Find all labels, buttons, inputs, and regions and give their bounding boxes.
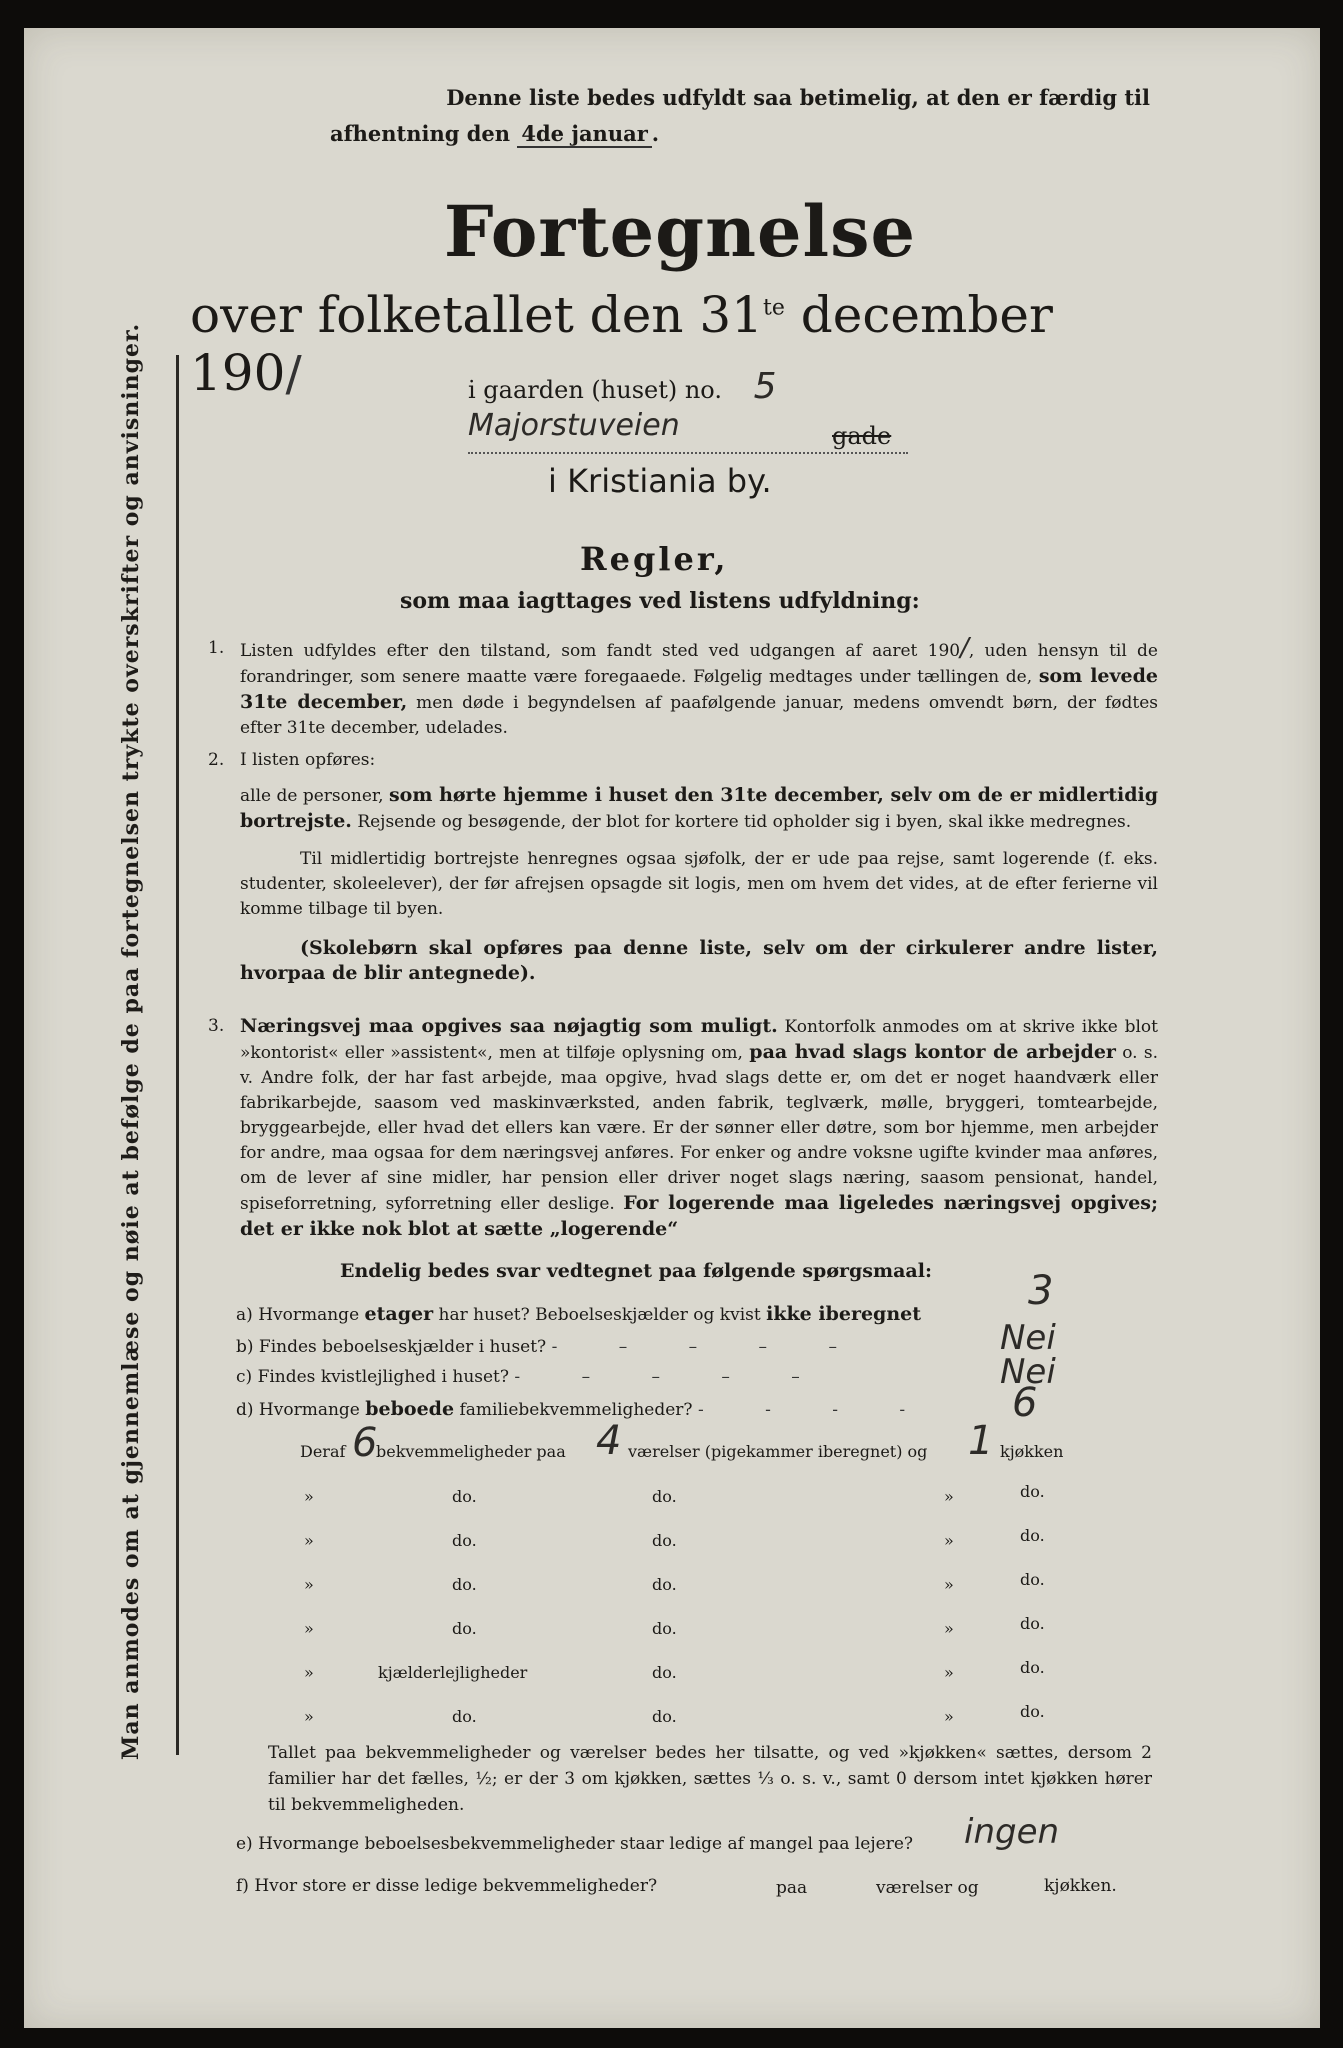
question-c-text: Findes kvistlejlighed i huset? (257, 1367, 510, 1387)
question-f-kjokken: kjøkken. (1044, 1876, 1117, 1896)
ditto-mark: » (304, 1619, 314, 1638)
address-label-row (468, 366, 777, 407)
notice-line-2 (330, 116, 1150, 152)
rule-2 (208, 748, 1158, 986)
rule-3-bold-3: For logerende maa ligeledes næringsvej opgives; det er ikke nok blot at sætte „logerende“ (240, 1192, 1158, 1240)
question-a-bold-1: etager (364, 1303, 434, 1325)
question-d (236, 1398, 933, 1420)
question-f-text: Hvor store er disse ledige bekvemmeligheder? (254, 1876, 658, 1896)
do-col-3: do. (1020, 1702, 1045, 1721)
question-e-label: e) (236, 1834, 253, 1854)
question-b-label: b) (236, 1337, 254, 1357)
ditto-mark: » (944, 1619, 954, 1638)
question-b (236, 1337, 865, 1357)
gade-label: gade (832, 422, 892, 450)
answer-c[interactable]: Nei (1000, 1352, 1056, 1392)
rule-2-number: 2. (208, 750, 225, 770)
do-col-3: do. (1020, 1482, 1045, 1501)
do-col-2: do. (652, 1707, 677, 1726)
subtitle-sup: te (763, 295, 785, 321)
rule-3 (208, 1014, 1158, 1243)
question-f-paa: paa (776, 1878, 808, 1898)
sidebar-instruction: Man anmodes om at gjennemlæse og nøie at befølge de paa fortegnelsen trykte overskrifter og anvisninger. (118, 322, 144, 1760)
do-col-2: do. (652, 1619, 677, 1638)
do-col-2: do. (652, 1575, 677, 1594)
question-a-pre: Hvormange (258, 1305, 360, 1325)
ditto-mark: » (304, 1531, 314, 1550)
subtitle-month-year: december 190 (190, 286, 1053, 402)
rule-2-heading: I listen opføres: (240, 750, 376, 770)
notice-suffix: . (651, 121, 660, 146)
do-col-2: do. (652, 1487, 677, 1506)
street-field[interactable]: Majorstuveien (468, 408, 908, 454)
kjokken-count[interactable]: 1 (968, 1418, 994, 1464)
answer-e[interactable]: ingen (964, 1812, 1060, 1852)
do-col-1: do. (452, 1619, 477, 1638)
rule-1-bold: som levede 31te december, (240, 665, 1158, 713)
rule-1 (208, 633, 1158, 741)
deraf-count[interactable]: 6 (352, 1420, 378, 1466)
question-c-leader: - – – – – (514, 1367, 828, 1387)
questions-heading: Endelig bedes svar vedtegnet paa følgende spørgsmaal: (340, 1260, 932, 1282)
rule-2-text-d: (Skolebørn skal opføres paa denne liste, selv om der cirkulerer andre lister, hvorpaa de blir antegnede). (240, 937, 1158, 984)
address-number[interactable]: 5 (753, 366, 777, 407)
kjaelder-label: kjælderlejligheder (378, 1663, 528, 1682)
deraf-label: Deraf (300, 1442, 346, 1461)
do-col-1: do. (452, 1707, 477, 1726)
question-e (236, 1834, 913, 1854)
rule-3-text-a: Kontorfolk anmodes om at skrive ikke blot »kontorist« eller »assistent«, men at tilføje oplysning om, (240, 1017, 1159, 1063)
answer-d[interactable]: 6 (1012, 1380, 1038, 1426)
do-col-3: do. (1020, 1614, 1045, 1633)
notice-prefix: afhentning den (330, 121, 511, 146)
rule-2-text-a: alle de personer, (240, 786, 384, 806)
address-label: i gaarden (huset) no. (468, 376, 722, 404)
ditto-mark: » (304, 1487, 314, 1506)
question-a-bold-2: ikke iberegnet (766, 1303, 922, 1325)
question-a-label: a) (236, 1305, 253, 1325)
rule-2-text-c: Til midlertidig bortrejste henregnes ogsaa sjøfolk, der er ude paa rejse, samt logerende (f. eks. studenter, skoleelever), der før afrejsen opsagde sit logis, men om hvem det vides, at de efter ferierne vil komme tilbage til byen. (240, 849, 1158, 919)
vaerelser-label: værelser (pigekammer iberegnet) og (628, 1442, 928, 1461)
ditto-mark: » (944, 1531, 954, 1550)
vaerelser-count[interactable]: 4 (596, 1418, 622, 1464)
subtitle-year-digit: / (285, 346, 302, 402)
answer-a[interactable]: 3 (1028, 1268, 1054, 1314)
question-d-bold: beboede (365, 1398, 455, 1420)
rule-1-text-c: men døde i begyndelsen af paafølgende januar, medens omvendt børn, der fødtes efter 31te december, udelades. (240, 693, 1158, 738)
ditto-mark: » (304, 1575, 314, 1594)
question-b-text: Findes beboelseskjælder i huset? (258, 1337, 547, 1357)
question-f-vaerelser: værelser og (876, 1878, 979, 1898)
do-col-3: do. (1020, 1570, 1045, 1589)
rule-3-bold-2: paa hvad slags kontor de arbejder (749, 1041, 1116, 1063)
do-col-2: do. (652, 1663, 677, 1682)
ditto-mark: » (944, 1487, 954, 1506)
rules-subheading: som maa iagttages ved listens udfyldning: (400, 588, 920, 614)
pickup-notice (330, 80, 1150, 152)
do-col-1: do. (452, 1531, 477, 1550)
notice-date: 4de januar (517, 121, 651, 148)
page-title: Fortegnelse (443, 190, 917, 273)
ditto-mark: » (944, 1575, 954, 1594)
do-col-3: do. (1020, 1658, 1045, 1677)
question-a (236, 1303, 921, 1325)
ditto-mark: » (304, 1707, 314, 1726)
question-a-mid: har huset? Beboelseskjælder og kvist (438, 1305, 761, 1325)
answer-b[interactable]: Nei (1000, 1318, 1056, 1358)
rules-heading: Regler, (580, 540, 729, 578)
notice-line-1: Denne liste bedes udfyldt saa betimelig, at den er færdig til (446, 85, 1150, 110)
rule-1-text-b: , uden hensyn til de forandringer, som senere maatte være foregaaede. Følgelig medtages under tællingen de, (240, 641, 1158, 687)
question-f-label: f) (236, 1876, 249, 1896)
ditto-mark: » (304, 1663, 314, 1682)
do-col-1: do. (452, 1487, 477, 1506)
sidebar-rule (176, 355, 179, 1755)
question-f (236, 1876, 657, 1896)
question-d-pre: Hvormange (258, 1400, 360, 1420)
city-label: i Kristiania by. (548, 462, 772, 500)
rule-2-text-b: Rejsende og besøgende, der blot for kortere tid opholder sig i byen, skal ikke medregnes. (357, 812, 1132, 832)
subtitle-text: over folketallet den 31 (190, 286, 763, 344)
question-d-label: d) (236, 1400, 254, 1420)
kjokken-label: kjøkken (1000, 1442, 1064, 1461)
rule-1-text-a: Listen udfyldes efter den tilstand, som fandt sted ved udgangen af aaret 190 (240, 641, 961, 661)
rule-3-bold-1: Næringsvej maa opgives saa nøjagtig som muligt. (240, 1015, 778, 1037)
question-c (236, 1367, 828, 1387)
do-col-3: do. (1020, 1526, 1045, 1545)
do-col-1: do. (452, 1575, 477, 1594)
rule-2-bold: som hørte hjemme i huset den 31te december, selv om de er midlertidig bortrejste. (240, 784, 1159, 832)
question-b-leader: - – – – – (551, 1337, 865, 1357)
question-c-label: c) (236, 1367, 253, 1387)
rule-1-year: / (960, 633, 969, 663)
question-d-leader: - - - - (697, 1400, 934, 1420)
rule-3-text-b: o. s. v. Andre folk, der har fast arbejde, maa opgive, hvad slags dette er, om det er noget haandværk eller fabrikarbejde, saasom ved maskinværksted, anden fabrik, teglværk, mølle, bryggeri, tomtearbejde, bryggearbejde, eller hvad det ellers kan være. Er der sønner eller døtre, som bor hjemme, men arbejder for andre, maa ogsaa for dem næringsvej anføres. For enker og andre voksne ugifte kvinder maa anføres, om de lever af sine midler, har pension eller driver noget slags næring, saasom pensionat, handel, spiseforretning, syforretning eller deslige. (240, 1043, 1159, 1214)
bekvemmeligheder-label: bekvemmeligheder paa (376, 1442, 566, 1461)
rule-3-number: 3. (208, 1016, 225, 1036)
question-e-text: Hvormange beboelsesbekvemmeligheder staar ledige af mangel paa lejere? (258, 1834, 913, 1854)
question-d-post: familiebekvemmeligheder? (459, 1400, 693, 1420)
footnote-paragraph: Tallet paa bekvemmeligheder og værelser bedes her tilsatte, og ved »kjøkken« sættes, dersom 2 familier har det fælles, ½; er der 3 om kjøkken, sættes ⅓ o. s. v., samt 0 dersom intet kjøkken hører til bekvemmeligheden. (268, 1743, 1152, 1815)
do-col-2: do. (652, 1531, 677, 1550)
ditto-mark: » (944, 1663, 954, 1682)
rule-1-number: 1. (208, 638, 225, 658)
ditto-mark: » (944, 1707, 954, 1726)
